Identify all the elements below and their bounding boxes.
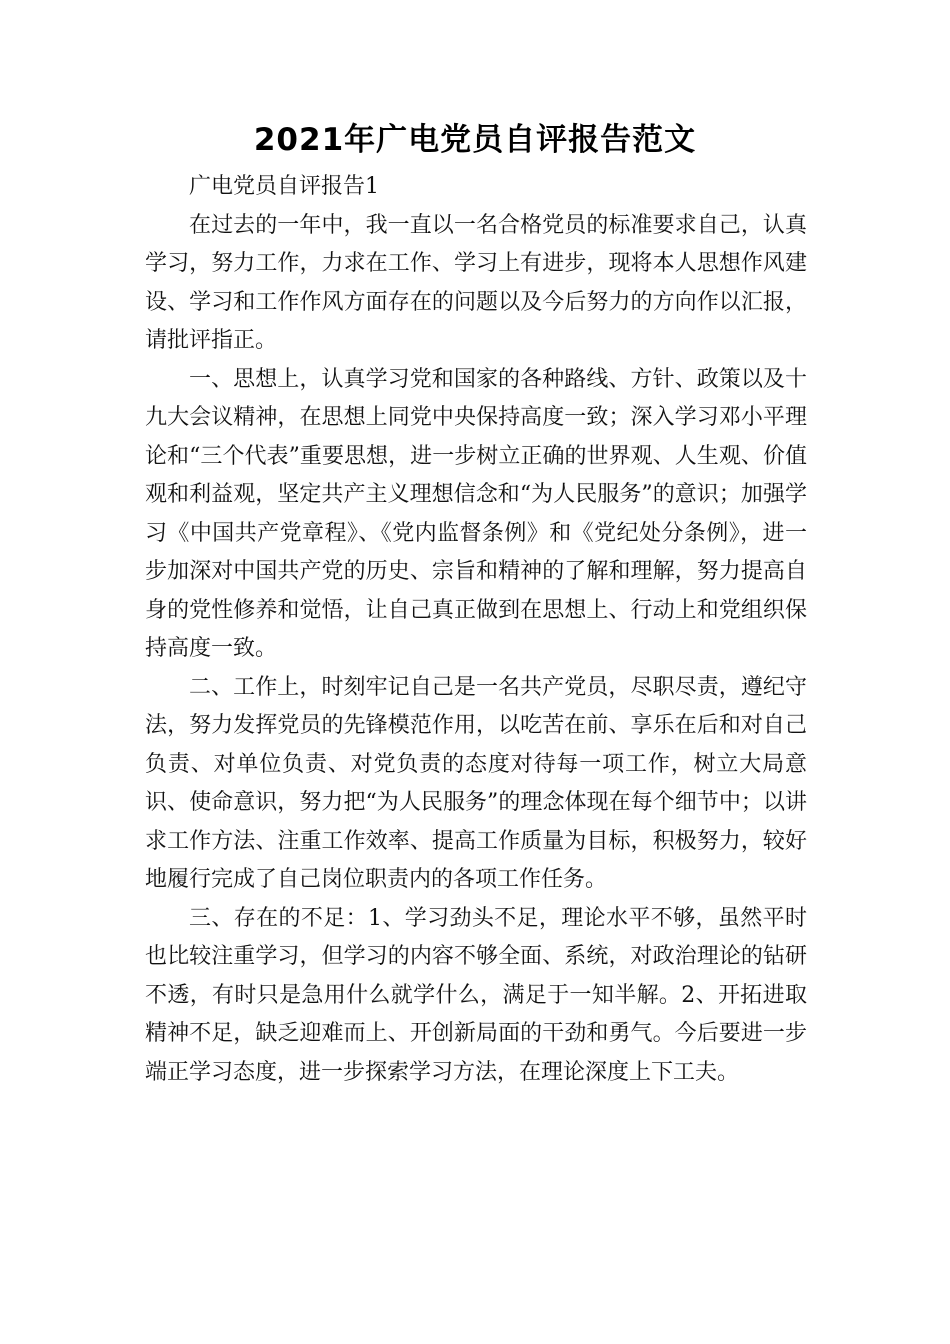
- report-subtitle: 广电党员自评报告1: [189, 174, 379, 199]
- paragraph-work: 二、工作上，时刻牢记自己是一名共产党员，尽职尽责，遵纪守法，努力发挥党员的先锋模范作用，以吃苦在前、享乐在后和对自己负责、对单位负责、对党负责的态度对待每一项工作，树立大局意识、使命意识，努力把“为人民服务”的理念体现在每个细节中；以讲求工作方法、注重工作效率、提高工作质量为目标，积极努力，较好地履行完成了自己岗位职责内的各项工作任务。: [145, 674, 807, 892]
- paragraph-intro: 在过去的一年中，我一直以一名合格党员的标准要求自己，认真学习，努力工作，力求在工作、学习上有进步，现将本人思想作风建设、学习和工作作风方面存在的问题以及今后努力的方向作以汇报，请批评指正。: [145, 212, 807, 353]
- document-title: 2021年广电党员自评报告范文: [253, 122, 697, 158]
- paragraph-shortcomings: 三、存在的不足：1、学习劲头不足，理论水平不够，虽然平时也比较注重学习，但学习的内容不够全面、系统，对政治理论的钻研不透，有时只是急用什么就学什么，满足于一知半解。2、开拓进取精神不足，缺乏迎难而上、开创新局面的干劲和勇气。今后要进一步端正学习态度，进一步探索学习方法，在理论深度上下工夫。: [145, 905, 807, 1085]
- document-body: [145, 168, 807, 1092]
- paragraph-thought: 一、思想上，认真学习党和国家的各种路线、方针、政策以及十九大会议精神，在思想上同党中央保持高度一致；深入学习邓小平理论和“三个代表”重要思想，进一步树立正确的世界观、人生观、价值观和利益观，坚定共产主义理想信念和“为人民服务”的意识；加强学习《中国共产党章程》、《党内监督条例》和《党纪处分条例》，进一步加深对中国共产党的历史、宗旨和精神的了解和理解，努力提高自身的党性修养和觉悟，让自己真正做到在思想上、行动上和党组织保持高度一致。: [145, 366, 807, 661]
